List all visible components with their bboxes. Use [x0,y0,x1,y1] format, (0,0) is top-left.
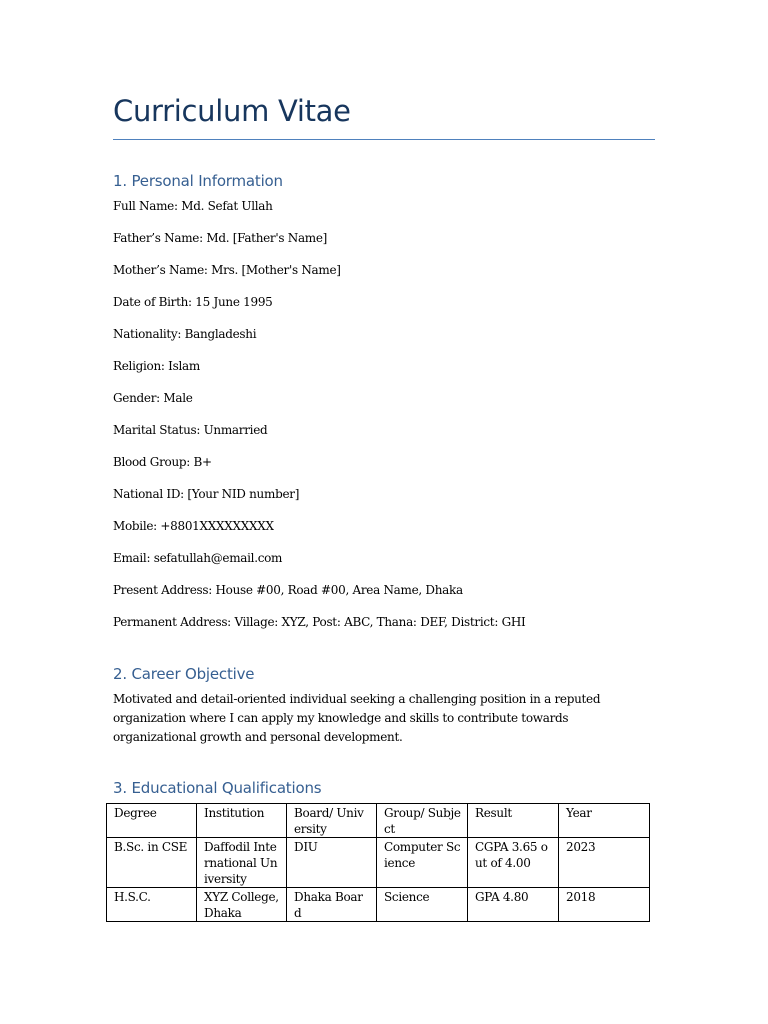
header-board: Board/ University [287,804,377,838]
cell-result: GPA 4.80 [468,888,559,922]
field-email: Email: sefatullah@email.com [113,551,283,565]
document-title: Curriculum Vitae [113,94,351,128]
field-present-address: Present Address: House #00, Road #00, Area Name, Dhaka [113,583,463,597]
cell-group: Science [377,888,468,922]
field-blood-group: Blood Group: B+ [113,455,212,469]
education-table [106,803,650,922]
header-institution: Institution [197,804,287,838]
education-heading: 3. Educational Qualifications [113,779,322,797]
table-row [107,838,650,888]
objective-line: Motivated and detail-oriented individual seeking a challenging position in a reputed [113,692,601,706]
cell-year: 2023 [559,838,650,888]
header-year: Year [559,804,650,838]
header-degree: Degree [107,804,197,838]
cell-degree: H.S.C. [107,888,197,922]
cell-board: DIU [287,838,377,888]
field-mothers-name: Mother’s Name: Mrs. [Mother's Name] [113,263,341,277]
field-national-id: National ID: [Your NID number] [113,487,300,501]
career-objective-text [113,690,633,747]
personal-info-heading: 1. Personal Information [113,172,283,190]
field-permanent-address: Permanent Address: Village: XYZ, Post: ABC, Thana: DEF, District: GHI [113,615,526,629]
field-marital-status: Marital Status: Unmarried [113,423,268,437]
cell-institution: XYZ College, Dhaka [197,888,287,922]
title-underline [113,139,655,140]
field-fathers-name: Father’s Name: Md. [Father's Name] [113,231,328,245]
cell-year: 2018 [559,888,650,922]
cell-degree: B.Sc. in CSE [107,838,197,888]
career-objective-heading: 2. Career Objective [113,665,255,683]
header-group: Group/ Subject [377,804,468,838]
table-header-row [107,804,650,838]
cell-group: Computer Science [377,838,468,888]
cell-board: Dhaka Board [287,888,377,922]
field-date-of-birth: Date of Birth: 15 June 1995 [113,295,273,309]
cell-institution: Daffodil International University [197,838,287,888]
cell-result: CGPA 3.65 out of 4.00 [468,838,559,888]
objective-line: organization where I can apply my knowledge and skills to contribute towards [113,711,569,725]
objective-line: organizational growth and personal development. [113,730,403,744]
table-row [107,888,650,922]
field-religion: Religion: Islam [113,359,200,373]
field-mobile: Mobile: +8801XXXXXXXXX [113,519,274,533]
header-result: Result [468,804,559,838]
field-gender: Gender: Male [113,391,193,405]
field-full-name: Full Name: Md. Sefat Ullah [113,199,273,213]
field-nationality: Nationality: Bangladeshi [113,327,257,341]
